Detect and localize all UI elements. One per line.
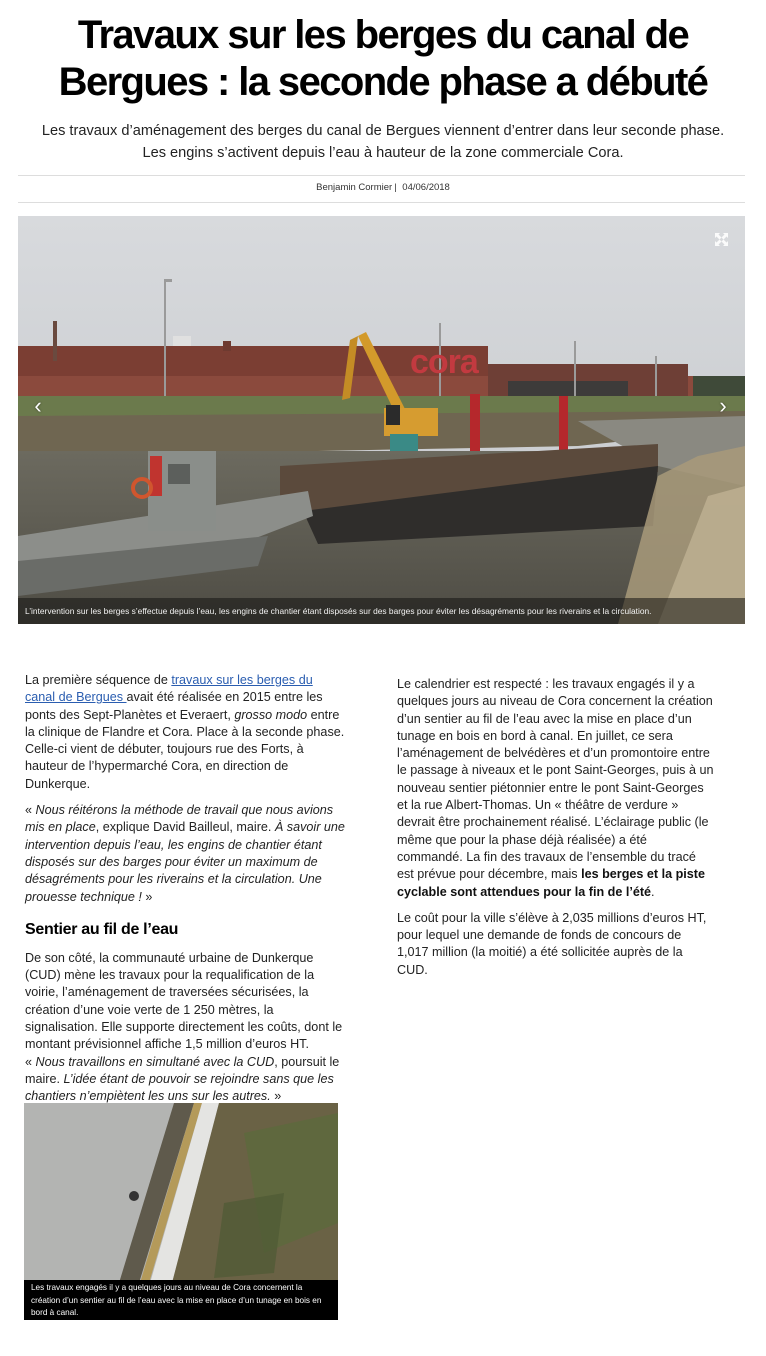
text: entre la clinique de Flandre et Cora. Place à la seconde phase. Celle-ci vient de débuter, toujours rue des Forts, à hauteur de l’hypermarché Cora, en direction de Dunkerque. [25,707,345,791]
lead-line-2: Les engins s’activent depuis l’eau à hauteur de la zone commerciale Cora. [142,145,624,161]
subheading: Sentier au fil de l’eau [25,920,179,938]
quote-text: Nous réitérons la méthode de travail que nous avions mis en place [25,803,334,835]
article-left-column [25,672,345,1106]
related-article-link[interactable]: travaux sur les berges du canal de Bergues [25,673,313,705]
divider-bottom [18,202,745,203]
main-photo-gallery[interactable] [18,216,745,624]
article-title: Travaux sur les berges du canal de Bergues : la seconde phase a débuté [58,13,708,104]
second-photo[interactable] [24,1103,338,1320]
byline [0,182,766,193]
article-right-column [397,676,715,988]
byline-separator: | [394,182,397,193]
paragraph-3 [25,950,345,1106]
quote-text: À savoir une intervention depuis l’eau, les engins de chantier étant disposés sur des barges pour éviter un maximum de désagréments pour les riverains et la circulation. Une prouesse technique ! [25,820,345,904]
lead-line-1: Les travaux d’aménagement des berges du canal de Bergues viennent d’entrer dans leur seconde phase. [41,123,725,139]
attribution: , explique David Bailleul, maire. [95,820,275,835]
italic-text: grosso modo [234,707,308,722]
paragraph-cost: Le coût pour la ville s’élève à 2,035 millions d’euros HT, pour lequel une demande de fonds de concours de 1,017 million (la moitié) a été sollicitée auprès de la CUD. [397,910,707,977]
canal-works-photo [18,216,745,624]
quote-close: » [141,889,153,904]
chevron-left-icon[interactable]: ‹ [34,393,42,418]
attribution: , poursuit le maire. [25,1054,340,1086]
mayor-quote-paragraph [25,802,345,906]
text: . [651,884,655,899]
article-lead [0,120,766,164]
publish-date: 04/06/2018 [402,182,450,193]
bold-text: les berges et la piste cyclable sont attendues pour la fin de l’été [397,867,706,899]
fullscreen-icon[interactable] [715,233,728,246]
quote-open: « [25,803,36,818]
text: De son côté, la communauté urbaine de Dunkerque (CUD) mène les travaux pour la requalification de la voirie, l’aménagement de traversées sécurisées, la création d’une voie verte de 1 250 mètres, la signalisation. Elle supporte directement les coûts, dont le montant prévisionnel affiche 1,5 million d’euros HT. [25,950,343,1052]
cora-sign: cora [410,343,478,381]
quote-close: » [270,1089,282,1104]
main-photo-caption: L’intervention sur les berges s’effectue depuis l’eau, les engins de chantier étant disposés sur des barges pour éviter les désagréments pour les riverains et la circulation. [18,598,745,624]
paragraph-calendar [397,676,715,901]
author-name[interactable]: Benjamin Cormier [316,182,393,193]
quote-text: L’idée étant de pouvoir se rejoindre sans que les chantiers n’empiètent les uns sur les autres. [25,1071,334,1104]
quote-open: « [25,1054,36,1069]
text: La première séquence de [25,673,172,687]
paragraph-1 [25,672,345,793]
text: avait été réalisée en 2015 entre les ponts des Sept-Planètes et Everaert, [25,690,323,722]
divider-top [18,175,745,176]
text: Le calendrier est respecté : les travaux engagés il y a quelques jours au niveau de Cora concernent la création d’un sentier au fil de l’eau avec la mise en place d’un tunage en bois en bord à canal. En juillet, ce sera l’aménagement de belvédères et d’un promontoire entre le passage à niveaux et le pont Saint-Georges, puis à un nouveau sentier piétonnier entre le pont Saint-Georges et la rue Albert-Thomas. Un « théâtre de verdure » devrait être prochainement réalisé. L’éclairage public (le même que pour la phase déjà réalisée) a été commandé. La fin des travaux de l’ensemble du tracé est prévue pour décembre, mais [397,677,714,882]
quote-text: Nous travaillons en simultané avec la CUD [35,1054,275,1069]
chevron-right-icon[interactable]: › [719,393,727,418]
second-photo-caption: Les travaux engagés il y a quelques jours au niveau de Cora concernent la création d’un sentier au fil de l’eau avec la mise en place d’un tunage en bois en bord à canal. [24,1280,338,1320]
